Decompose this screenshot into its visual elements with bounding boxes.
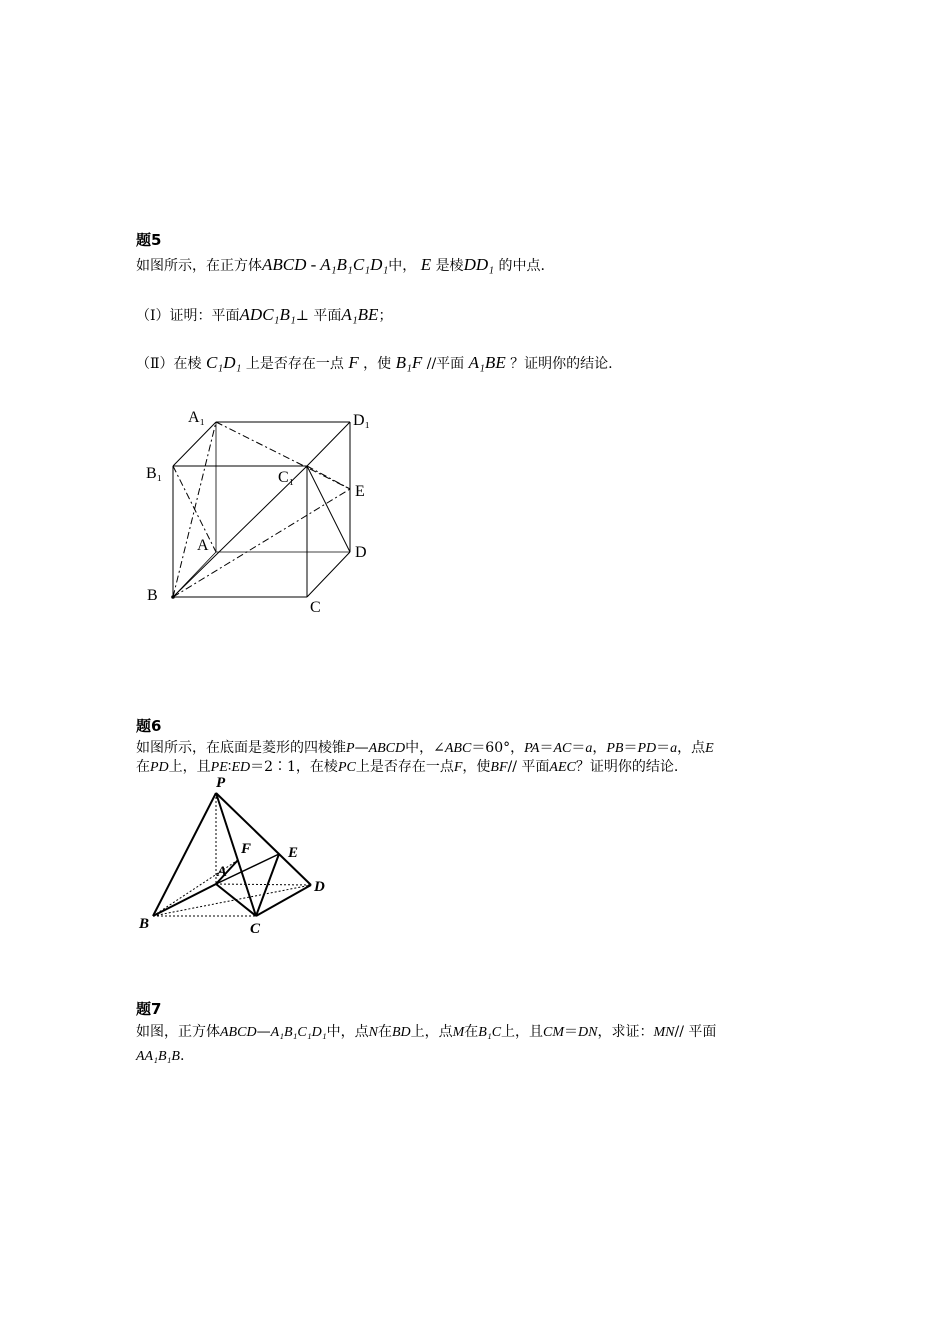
label-c: C <box>310 599 321 615</box>
edge-pb <box>153 793 216 916</box>
math-f: F <box>348 353 359 372</box>
edge-b1a1 <box>173 422 216 466</box>
line-c1e <box>307 466 350 489</box>
math-plane-1: ADC₁B₁ <box>239 305 296 324</box>
text: 中， <box>388 258 417 274</box>
edge-ad <box>216 884 311 885</box>
text: — <box>354 740 369 756</box>
text: ∶ <box>227 759 232 775</box>
text: 上是否存在一点 <box>355 759 454 775</box>
text: ，使 <box>462 759 491 775</box>
text: — <box>256 1024 271 1040</box>
math: AEC <box>549 760 576 775</box>
problem-5-part-2 <box>136 352 613 375</box>
math: BD <box>391 1025 411 1040</box>
math: P <box>346 741 355 756</box>
label-e: E <box>355 483 365 500</box>
text: 上，且 <box>168 759 211 775</box>
text: // 平面 <box>674 1024 717 1040</box>
label-f: F <box>241 841 252 857</box>
problem-7-title: 题7 <box>136 1000 162 1018</box>
math-e: E <box>420 255 432 274</box>
math: ABC <box>444 741 472 756</box>
text: //平面 <box>426 356 465 372</box>
math: A₁B₁C₁D₁ <box>270 1025 327 1040</box>
math-dd1: DD₁ <box>463 255 495 274</box>
label-a1: A₁ <box>188 409 206 426</box>
label-a: A <box>217 864 228 880</box>
label-e: E <box>288 845 299 861</box>
label-b: B <box>139 916 150 932</box>
math: PD <box>150 760 169 775</box>
text: 在 <box>464 1024 479 1040</box>
text: ＝ <box>571 740 586 756</box>
text: ， <box>592 740 607 756</box>
text: ？证明你的结论. <box>575 759 679 775</box>
math: PA <box>524 741 540 756</box>
math: MN <box>653 1025 675 1040</box>
text: . <box>179 1048 185 1064</box>
text: 平面 <box>313 308 342 324</box>
line-b1a <box>173 466 216 552</box>
math: CM <box>543 1025 565 1040</box>
text: 如图所示，在正方体 <box>136 258 262 274</box>
text: 在 <box>377 1024 392 1040</box>
text: 中，∠ <box>405 740 445 756</box>
text: 是棱 <box>435 258 464 274</box>
math: BF <box>490 760 508 775</box>
label-a: A <box>197 537 209 554</box>
text: ，求证： <box>597 1024 654 1040</box>
text: 上，点 <box>410 1024 453 1040</box>
text: ＝ <box>539 740 554 756</box>
line-ba <box>153 884 216 916</box>
math: PE <box>210 760 228 775</box>
text: 上，且 <box>501 1024 544 1040</box>
text: 如图所示，在底面是菱形的四棱锥 <box>136 740 346 756</box>
text: ？证明你的结论. <box>510 356 613 372</box>
text: 的中点. <box>498 258 545 274</box>
math: ED <box>231 760 251 775</box>
text: （Ⅱ）在棱 <box>136 356 202 372</box>
text: ＝ <box>656 740 671 756</box>
math: a <box>585 741 593 756</box>
text: 如图，正方体 <box>136 1024 220 1040</box>
math: PB <box>606 741 624 756</box>
math: a <box>670 741 678 756</box>
problem-7-statement-line-2 <box>136 1045 184 1068</box>
text: （Ⅰ）证明：平面 <box>136 308 240 324</box>
math: M <box>452 1025 465 1040</box>
math: PD <box>637 741 657 756</box>
text: ＝2∶1，在棱 <box>250 759 338 775</box>
math: ABCD <box>368 741 406 756</box>
text: ； <box>378 308 393 324</box>
pyramid-figure <box>130 770 340 940</box>
math: ABCD <box>220 1025 257 1040</box>
edge-cd <box>307 552 350 597</box>
label-c1: C₁ <box>278 469 295 486</box>
text: 在 <box>136 759 150 775</box>
label-d: D <box>355 544 367 561</box>
text: ，点 <box>677 740 706 756</box>
math: AA₁B₁B <box>136 1049 180 1064</box>
text: ＝60°， <box>471 740 525 756</box>
label-d1: D₁ <box>353 412 371 429</box>
text: ＝ <box>623 740 638 756</box>
problem-5-title: 题5 <box>136 231 162 249</box>
text: // 平面 <box>507 759 550 775</box>
math: PC <box>337 760 356 775</box>
problem-7-statement-line-1 <box>136 1021 716 1044</box>
math-a1be: A₁BE <box>468 353 506 372</box>
edge-c1d1 <box>307 422 350 466</box>
math-plane-2: A₁BE <box>341 305 379 324</box>
math: F <box>453 760 463 775</box>
math-cube: ABCD - A₁B₁C₁D₁ <box>262 255 389 274</box>
math-b1f: B₁F <box>395 353 423 372</box>
math: B₁C <box>478 1025 502 1040</box>
label-p: P <box>216 775 226 791</box>
text: 上是否存在一点 <box>245 356 344 372</box>
label-c: C <box>250 921 261 937</box>
problem-6-title: 题6 <box>136 717 162 735</box>
vertex-b-dot <box>171 595 175 599</box>
text: ，使 <box>363 356 392 372</box>
math: DN <box>578 1025 598 1040</box>
label-b1: B₁ <box>146 465 163 482</box>
problem-5-part-1 <box>136 304 392 327</box>
perp-symbol: ⊥ <box>295 308 309 324</box>
edge-cd <box>256 885 311 916</box>
label-d: D <box>314 879 325 895</box>
label-b: B <box>147 587 158 604</box>
math: N <box>368 1025 378 1040</box>
edge-ba <box>173 552 216 597</box>
cube-figure <box>130 400 390 615</box>
text: 中，点 <box>326 1024 369 1040</box>
line-c1d <box>307 466 350 552</box>
problem-5-statement <box>136 254 545 277</box>
math-c1d1: C₁D₁ <box>205 353 242 372</box>
math: E <box>705 741 714 756</box>
math: AC <box>553 741 572 756</box>
text: ＝ <box>564 1024 579 1040</box>
